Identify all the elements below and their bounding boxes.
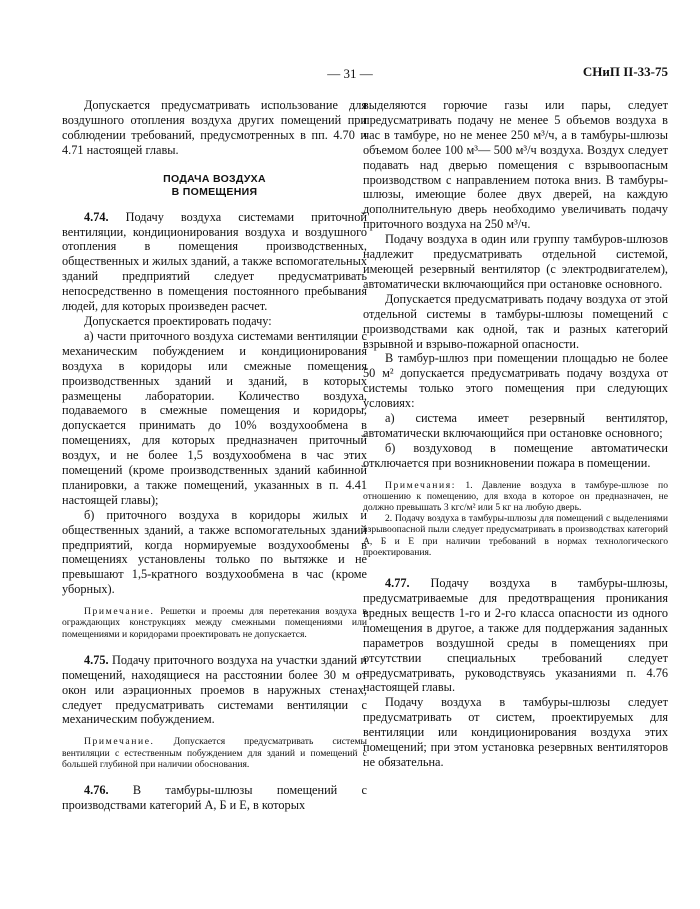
clause-4-75 — [62, 653, 367, 728]
note-1 — [363, 480, 668, 514]
clause-4-75-number: 4.75. — [84, 652, 109, 667]
notes-label: Примечания: — [385, 479, 456, 491]
right-column — [363, 98, 668, 770]
clause-4-75-note — [62, 736, 367, 770]
clause-4-76-small-room: В тамбур-шлюз при помещении площадью не более 50 м² допускается предусматривать подачу воздуха от системы только этого помещения при следующих условиях: — [363, 351, 668, 411]
clause-4-77-supply: Подачу воздуха в тамбуры-шлюзы следует предусматривать от систем, проектируемых для вентиляции или кондиционирования воздуха этих помещений; при этом установка резервных вентиляторов не обязательна. — [363, 695, 668, 769]
left-column — [62, 98, 367, 813]
clause-4-76-continued: выделяются горючие газы или пары, следует предусматривать подачу не менее 5 объемов воздуха в час в тамбуре, но не менее 250 м³/ч, а в тамбуры-шлюзы объемом более 100 м³— 500 м³/ч воздуха. Воздух следует подавать над дверью помещения с взрывоопасным производством с направлением потока вниз. В тамбуры-шлюзы, имеющие более двух дверей, на каждую дополнительную дверь необходимо увеличивать подачу приточного воздуха на 250 м³/ч. — [363, 98, 668, 232]
document-code: СНиП II-33-75 — [582, 64, 668, 79]
note-2: 2. Подачу воздуха в тамбуры-шлюзы для помещений с выделениями взрывоопасной пыли следует предусматривать в производствах категорий А, Б и Е при наличии требований в нормах технологического проектирования. — [363, 513, 668, 558]
clause-4-76-text: В тамбуры-шлюзы помещений с производствами категорий А, Б и Е, в которых — [62, 782, 368, 812]
clause-4-77 — [363, 576, 668, 695]
page-number: — 31 — — [327, 66, 373, 81]
clause-4-76-shared-system: Допускается предусматривать подачу воздуха от этой отдельной системы в тамбуры-шлюзы помещений с производствами как одной, так и разных категорий взрывной и взрыво-пожарной опасности. — [363, 291, 668, 351]
note-label: Примечание. — [84, 736, 155, 748]
clause-4-76-separate-system: Подачу воздуха в один или группу тамбуров-шлюзов надлежит предусматривать отдельной системой, имеющей резервный вентилятор (с электродвигателем), автоматически включающийся при остановке основного. — [363, 232, 668, 291]
clause-4-74-item-b: б) приточного воздуха в коридоры жилых и общественных зданий, а также вспомогательных зданий предприятий, когда нормируемые воздухообмены в помещениях установлены только по вытяжке и не превышают 1,5-кратного воздухообмена в час (кроме уборных). — [62, 507, 367, 597]
clause-4-76-number: 4.76. — [84, 782, 109, 797]
clause-4-74-number: 4.74. — [84, 209, 109, 224]
note-text: Допускается предусматривать системы вентиляции с естественным побуждением для зданий и помещений с большей глубиной при наличии обоснования. — [62, 736, 367, 770]
note-text: Решетки и проемы для перетекания воздуха в ограждающих конструкциях между смежными помещениями или помещениями и коридорами проектировать не допускается. — [62, 606, 367, 640]
section-heading-line1: ПОДАЧА ВОЗДУХА — [163, 172, 266, 185]
clause-4-76 — [62, 783, 367, 813]
clause-4-75-text: Подачу приточного воздуха на участки зданий и помещений, находящиеся на расстоянии более 30 м от окон или аэрационных проемов в наружных стенах, следует предусматривать системами вентиляции с механическим побуждением. — [62, 652, 367, 727]
clause-4-74-allow: Допускается проектировать подачу: — [84, 313, 272, 328]
clause-4-77-number: 4.77. — [385, 576, 410, 591]
intro-paragraph: Допускается предусматривать использование для воздушного отопления воздуха других помещений при соблюдении требований, предусмотренных в пп. 4.70 и 4.71 настоящей главы. — [62, 98, 367, 157]
clause-4-74-text: Подачу воздуха системами приточной вентиляции, кондиционирования воздуха и воздушного отопления в помещения производственных, общественных и жилых зданий, а также вспомогательных зданий предприятий следует предусматривать непосредственно в помещения постоянного пребывания людей, для которых произведен расчет. — [62, 209, 367, 314]
condition-b: б) воздуховод в помещение автоматически отключается при возникновении пожара в помещении. — [363, 440, 668, 470]
note-1-text: 1. Давление воздуха в тамбуре-шлюзе по отношению к помещению, для входа в которое он предназначен, не должно превышать 3 кгс/м² или 5 кг на любую дверь. — [363, 479, 668, 514]
clause-4-77-text: Подачу воздуха в тамбуры-шлюзы, предусматриваемые для предотвращения проникания вредных веществ 1-го и 2-го класса опасности из одного помещения в другое, а также для поддержания заданных параметров воздушной среды в помещениях при отсутствии специальных требований следует предусматривать, руководствуясь указаниями п. 4.76 настоящей главы. — [363, 576, 668, 695]
clause-4-74 — [62, 210, 367, 314]
clause-4-74-item-a: а) части приточного воздуха системами вентиляции с механическим побуждением и кондиционирования воздуха в коридоры или смежные помещения производственных зданий и зданий, в которых размещены лаборатории. Количество воздуха, подаваемого в смежные помещения и коридоры, допускается принимать до 10% воздухообмена в помещениях, для которых предназначен приточный воздух, и не более 1,5 воздухообмена в час этих помещений (кроме производственных зданий кабинной планировки, а также помещений, указанных в п. 4.41 настоящей главы); — [62, 328, 367, 507]
section-heading — [62, 173, 367, 199]
note-label: Примечание. — [84, 606, 155, 618]
section-heading-line2: В ПОМЕЩЕНИЯ — [171, 185, 258, 198]
clause-4-74-note — [62, 606, 367, 640]
condition-a: а) система имеет резервный вентилятор, автоматически включающийся при остановке основного; — [363, 411, 668, 440]
